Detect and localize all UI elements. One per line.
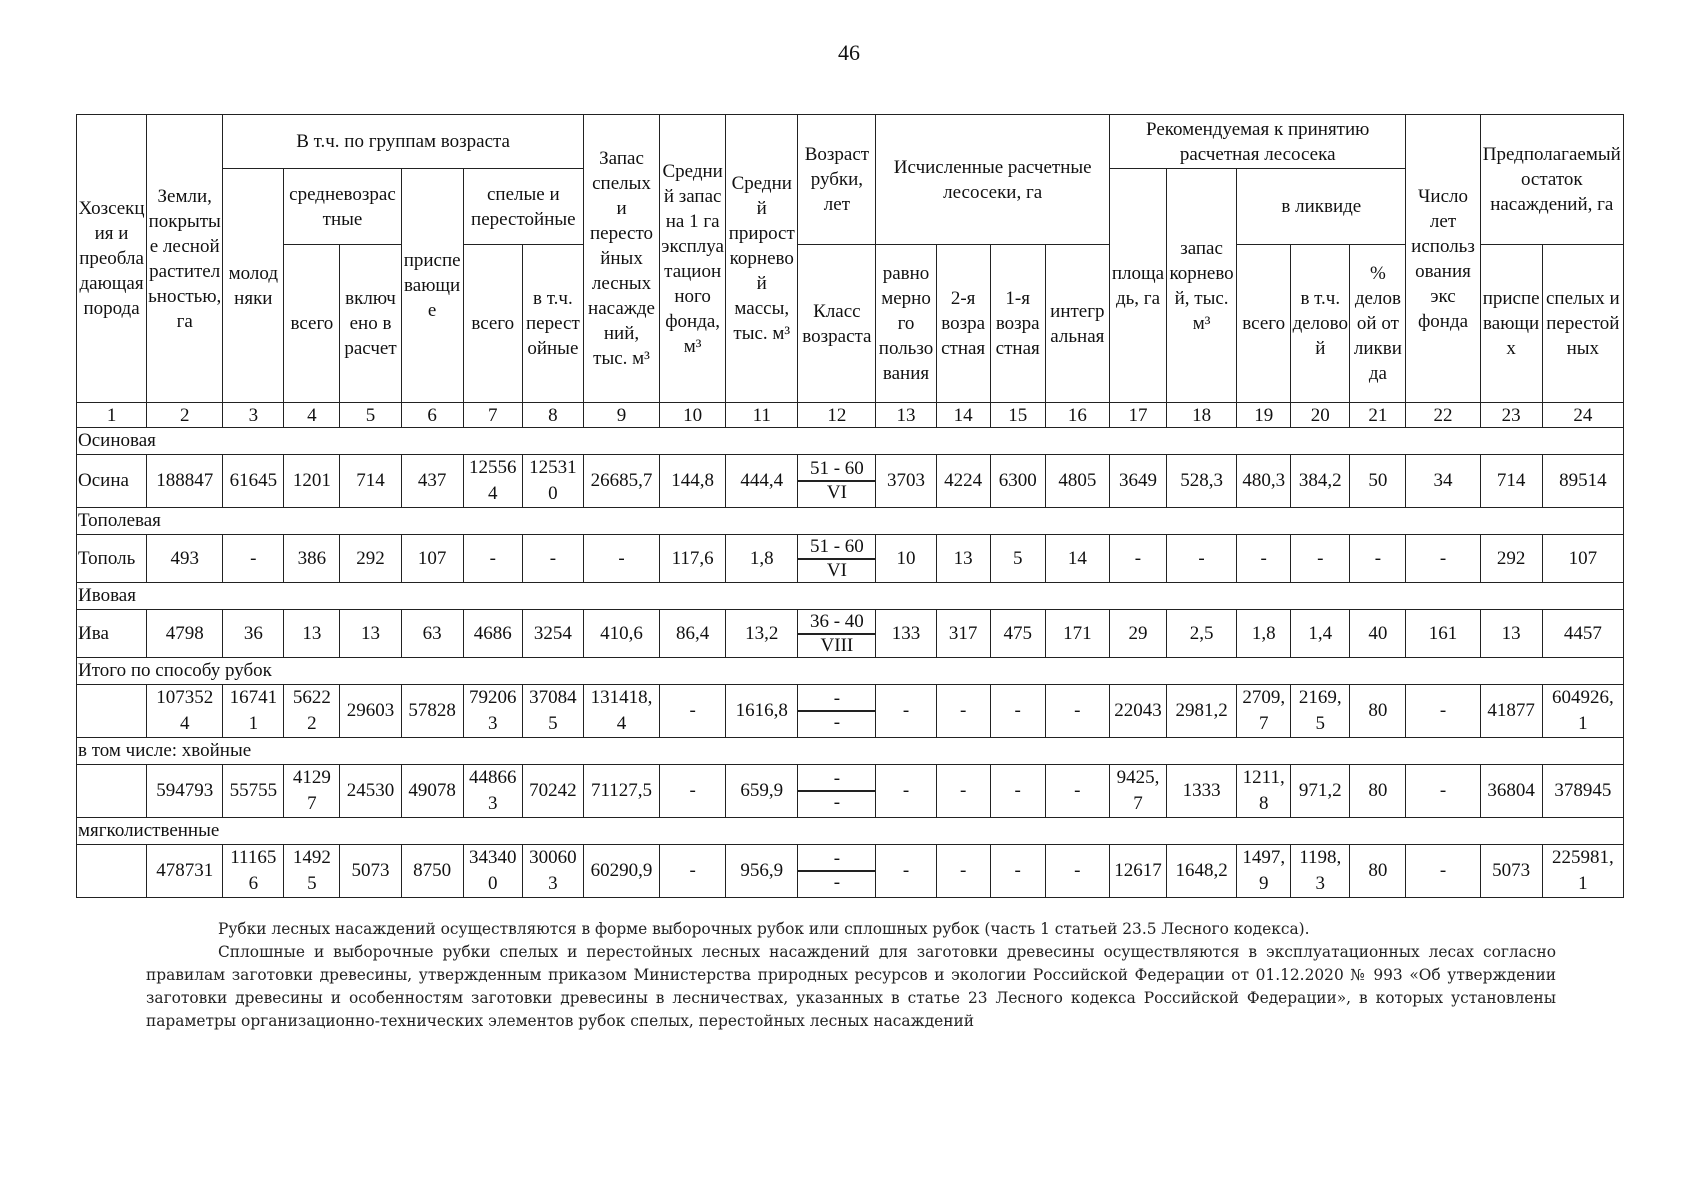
section-title-row bbox=[77, 738, 1624, 765]
cell-c22: 34 bbox=[1406, 455, 1480, 508]
column-number-cell: 18 bbox=[1167, 403, 1237, 428]
cell-c3: - bbox=[223, 535, 284, 583]
section-title-row bbox=[77, 583, 1624, 610]
age-class: VI bbox=[826, 559, 847, 581]
cell-c20: 1198, 3 bbox=[1291, 845, 1350, 898]
cell-c18: 2,5 bbox=[1167, 610, 1237, 658]
cell-c24: 4457 bbox=[1542, 610, 1623, 658]
cell-c8: 70242 bbox=[522, 765, 583, 818]
cell-c10: - bbox=[660, 765, 726, 818]
header-c9: Запас спелых и перестойных лесных насаждений, тыс. м³ bbox=[583, 115, 659, 403]
header-c1: Хозсекция и преобладающая порода bbox=[77, 115, 147, 403]
column-number-cell: 10 bbox=[660, 403, 726, 428]
header-c20: в т.ч. деловой bbox=[1291, 245, 1350, 403]
forest-cutting-table bbox=[76, 114, 1624, 898]
cell-c7: 44866 3 bbox=[463, 765, 522, 818]
cell-c24: 378945 bbox=[1542, 765, 1623, 818]
header-c21: % деловой от ликвида bbox=[1350, 245, 1406, 403]
section-title: Итого по способу рубок bbox=[77, 658, 1624, 685]
cell-c7: 34340 0 bbox=[463, 845, 522, 898]
species-cell: Осина bbox=[77, 455, 147, 508]
cell-c17: 9425, 7 bbox=[1109, 765, 1166, 818]
cell-c23: 13 bbox=[1480, 610, 1542, 658]
column-number-cell: 19 bbox=[1237, 403, 1291, 428]
cell-c12 bbox=[798, 845, 876, 898]
table-row bbox=[77, 455, 1624, 508]
cell-c16: - bbox=[1045, 845, 1109, 898]
header-c10: Средний запас на 1 га эксплуатационного фонда, м³ bbox=[660, 115, 726, 403]
cell-c12 bbox=[798, 685, 876, 738]
cell-c13: - bbox=[876, 765, 936, 818]
cell-c3: 11165 6 bbox=[223, 845, 284, 898]
section-title: в том числе: хвойные bbox=[77, 738, 1624, 765]
cell-c5: 13 bbox=[340, 610, 401, 658]
cell-c11: 1616,8 bbox=[726, 685, 798, 738]
column-number-cell: 21 bbox=[1350, 403, 1406, 428]
cell-c7: 79206 3 bbox=[463, 685, 522, 738]
cell-c10: - bbox=[660, 685, 726, 738]
column-number-cell: 22 bbox=[1406, 403, 1480, 428]
cell-c17: 22043 bbox=[1109, 685, 1166, 738]
column-number-cell: 16 bbox=[1045, 403, 1109, 428]
column-number-cell: 20 bbox=[1291, 403, 1350, 428]
cell-c4: 13 bbox=[284, 610, 340, 658]
header-c19: всего bbox=[1237, 245, 1291, 403]
cell-c10: 117,6 bbox=[660, 535, 726, 583]
cell-c8: 3254 bbox=[522, 610, 583, 658]
table-row bbox=[77, 535, 1624, 583]
section-title-row bbox=[77, 428, 1624, 455]
cell-c24: 604926, 1 bbox=[1542, 685, 1623, 738]
header-c15: 1-я возрастная bbox=[990, 245, 1045, 403]
header-recommended: Рекомендуемая к принятию расчетная лесосека bbox=[1109, 115, 1406, 169]
page-number: 46 bbox=[838, 40, 860, 65]
cell-c18: 528,3 bbox=[1167, 455, 1237, 508]
age-class: - bbox=[833, 712, 841, 733]
cell-c21: 80 bbox=[1350, 845, 1406, 898]
cell-c22: - bbox=[1406, 765, 1480, 818]
cell-c2: 4798 bbox=[147, 610, 223, 658]
header-calc-cuts: Исчисленные расчетные лесосеки, га bbox=[876, 115, 1109, 245]
cell-c14: 317 bbox=[936, 610, 990, 658]
table-row bbox=[77, 765, 1624, 818]
cell-c2: 493 bbox=[147, 535, 223, 583]
cutting-age-range: 51 - 60 bbox=[798, 458, 875, 482]
column-number-cell: 5 bbox=[340, 403, 401, 428]
cell-c8: - bbox=[522, 535, 583, 583]
cell-c5: 5073 bbox=[340, 845, 401, 898]
cell-c3: 61645 bbox=[223, 455, 284, 508]
cell-c9: 410,6 bbox=[583, 610, 659, 658]
cell-c7: 4686 bbox=[463, 610, 522, 658]
cell-c4: 5622 2 bbox=[284, 685, 340, 738]
header-c22: Число лет использования экс фонда bbox=[1406, 115, 1480, 403]
cell-c11: 13,2 bbox=[726, 610, 798, 658]
header-c6: приспевающие bbox=[401, 169, 463, 403]
cell-c11: 1,8 bbox=[726, 535, 798, 583]
footnote bbox=[146, 918, 1556, 1033]
cell-c4: 1492 5 bbox=[284, 845, 340, 898]
cell-c22: 161 bbox=[1406, 610, 1480, 658]
cell-c2: 188847 bbox=[147, 455, 223, 508]
table-row bbox=[77, 610, 1624, 658]
cell-c12 bbox=[798, 765, 876, 818]
cell-c20: 1,4 bbox=[1291, 610, 1350, 658]
cell-c9: 26685,7 bbox=[583, 455, 659, 508]
column-number-cell: 6 bbox=[401, 403, 463, 428]
table-row bbox=[77, 845, 1624, 898]
cell-c14: 13 bbox=[936, 535, 990, 583]
cell-c13: - bbox=[876, 845, 936, 898]
cell-c8: 37084 5 bbox=[522, 685, 583, 738]
cell-c23: 292 bbox=[1480, 535, 1542, 583]
header-age-groups: В т.ч. по группам возраста bbox=[223, 115, 584, 169]
cell-c21: - bbox=[1350, 535, 1406, 583]
cell-c11: 659,9 bbox=[726, 765, 798, 818]
species-cell bbox=[77, 685, 147, 738]
cell-c16: - bbox=[1045, 685, 1109, 738]
header-liquid: в ликвиде bbox=[1237, 169, 1406, 245]
section-title: Тополевая bbox=[77, 508, 1624, 535]
cell-c15: - bbox=[990, 765, 1045, 818]
header-c14: 2-я возрастная bbox=[936, 245, 990, 403]
cell-c15: 475 bbox=[990, 610, 1045, 658]
cell-c6: 107 bbox=[401, 535, 463, 583]
header-c13: равномерного пользования bbox=[876, 245, 936, 403]
cutting-age-range: 51 - 60 bbox=[798, 536, 875, 560]
age-class: VI bbox=[826, 482, 847, 503]
cell-c14: - bbox=[936, 765, 990, 818]
cell-c10: 144,8 bbox=[660, 455, 726, 508]
table-row bbox=[77, 685, 1624, 738]
cell-c22: - bbox=[1406, 845, 1480, 898]
age-class: - bbox=[833, 792, 841, 813]
column-number-cell: 4 bbox=[284, 403, 340, 428]
cell-c13: 133 bbox=[876, 610, 936, 658]
cell-c18: 1648,2 bbox=[1167, 845, 1237, 898]
header-c4: всего bbox=[284, 245, 340, 403]
cell-c4: 1201 bbox=[284, 455, 340, 508]
cell-c16: 14 bbox=[1045, 535, 1109, 583]
cell-c18: - bbox=[1167, 535, 1237, 583]
header-c11: Средний прирост корневой массы, тыс. м³ bbox=[726, 115, 798, 403]
cell-c2: 594793 bbox=[147, 765, 223, 818]
column-number-cell: 24 bbox=[1542, 403, 1623, 428]
header-c7: всего bbox=[463, 245, 522, 403]
cell-c19: 1497, 9 bbox=[1237, 845, 1291, 898]
column-number-cell: 2 bbox=[147, 403, 223, 428]
cell-c17: 29 bbox=[1109, 610, 1166, 658]
cell-c21: 80 bbox=[1350, 765, 1406, 818]
age-class: VIII bbox=[820, 634, 854, 656]
column-number-cell: 7 bbox=[463, 403, 522, 428]
column-number-cell: 3 bbox=[223, 403, 284, 428]
header-c23: приспевающих bbox=[1480, 245, 1542, 403]
column-number-cell: 12 bbox=[798, 403, 876, 428]
cell-c17: 12617 bbox=[1109, 845, 1166, 898]
cutting-age-range: 36 - 40 bbox=[798, 611, 875, 635]
cell-c18: 2981,2 bbox=[1167, 685, 1237, 738]
column-number-cell: 8 bbox=[522, 403, 583, 428]
cell-c5: 714 bbox=[340, 455, 401, 508]
header-mature: спелые и перестойные bbox=[463, 169, 583, 245]
cell-c4: 4129 7 bbox=[284, 765, 340, 818]
cell-c13: - bbox=[876, 685, 936, 738]
cell-c22: - bbox=[1406, 535, 1480, 583]
header-remainder: Предполагаемый остаток насаждений, га bbox=[1480, 115, 1623, 245]
header-c5: включено в расчет bbox=[340, 245, 401, 403]
cell-c6: 437 bbox=[401, 455, 463, 508]
column-number-cell: 13 bbox=[876, 403, 936, 428]
cell-c6: 8750 bbox=[401, 845, 463, 898]
header-c2: Земли, покрытые лесной растительностью, га bbox=[147, 115, 223, 403]
header-c3: молодняки bbox=[223, 169, 284, 403]
cell-c23: 41877 bbox=[1480, 685, 1542, 738]
footnote-paragraph-2: Сплошные и выборочные рубки спелых и перестойных лесных насаждений для заготовки древесины осуществляются в эксплуатационных лесах согласно правилам заготовки древесины, утвержденным приказом Министерства природных ресурсов и экологии Российской Федерации от 01.12.2020 № 993 «Об утверждении заготовки древесины и особенностям заготовки древесины в лесничествах, указанных в статье 23 Лесного кодекса Российской Федерации», в которых установлены параметры организационно-технических элементов рубок спелых, перестойных лесных насаждений bbox=[146, 943, 1556, 1030]
cell-c15: 5 bbox=[990, 535, 1045, 583]
cell-c9: - bbox=[583, 535, 659, 583]
cell-c6: 49078 bbox=[401, 765, 463, 818]
cell-c20: 384,2 bbox=[1291, 455, 1350, 508]
cell-c5: 24530 bbox=[340, 765, 401, 818]
cell-c20: - bbox=[1291, 535, 1350, 583]
cell-c9: 131418, 4 bbox=[583, 685, 659, 738]
cell-c22: - bbox=[1406, 685, 1480, 738]
header-middle-aged: средневозрастные bbox=[284, 169, 401, 245]
footnote-paragraph-1: Рубки лесных насаждений осуществляются в форме выборочных рубок или сплошных рубок (часть 1 статьей 23.5 Лесного кодекса). bbox=[218, 920, 1310, 938]
section-title: мягколиственные bbox=[77, 818, 1624, 845]
cell-c20: 2169, 5 bbox=[1291, 685, 1350, 738]
cell-c20: 971,2 bbox=[1291, 765, 1350, 818]
cell-c2: 107352 4 bbox=[147, 685, 223, 738]
cell-c21: 40 bbox=[1350, 610, 1406, 658]
cell-c15: - bbox=[990, 845, 1045, 898]
cell-c11: 956,9 bbox=[726, 845, 798, 898]
cell-c15: 6300 bbox=[990, 455, 1045, 508]
cell-c12 bbox=[798, 535, 876, 583]
cell-c16: 171 bbox=[1045, 610, 1109, 658]
section-title-row bbox=[77, 508, 1624, 535]
cell-c10: 86,4 bbox=[660, 610, 726, 658]
header-c8: в т.ч. перестойные bbox=[522, 245, 583, 403]
cell-c8: 12531 0 bbox=[522, 455, 583, 508]
cell-c14: 4224 bbox=[936, 455, 990, 508]
cell-c24: 107 bbox=[1542, 535, 1623, 583]
section-title-row bbox=[77, 818, 1624, 845]
species-cell: Тополь bbox=[77, 535, 147, 583]
cell-c6: 63 bbox=[401, 610, 463, 658]
cell-c16: 4805 bbox=[1045, 455, 1109, 508]
cell-c2: 478731 bbox=[147, 845, 223, 898]
cell-c23: 714 bbox=[1480, 455, 1542, 508]
cell-c7: - bbox=[463, 535, 522, 583]
column-number-cell: 14 bbox=[936, 403, 990, 428]
cell-c12 bbox=[798, 610, 876, 658]
species-cell: Ива bbox=[77, 610, 147, 658]
header-c18: запас корневой, тыс. м³ bbox=[1167, 169, 1237, 403]
cell-c3: 55755 bbox=[223, 765, 284, 818]
cell-c19: - bbox=[1237, 535, 1291, 583]
cell-c4: 386 bbox=[284, 535, 340, 583]
column-number-cell: 17 bbox=[1109, 403, 1166, 428]
section-title-row bbox=[77, 658, 1624, 685]
header-c17: площадь, га bbox=[1109, 169, 1166, 403]
cell-c19: 1,8 bbox=[1237, 610, 1291, 658]
cell-c24: 89514 bbox=[1542, 455, 1623, 508]
species-cell bbox=[77, 765, 147, 818]
cell-c19: 480,3 bbox=[1237, 455, 1291, 508]
cell-c15: - bbox=[990, 685, 1045, 738]
cutting-age-range: - bbox=[798, 848, 875, 872]
cell-c5: 29603 bbox=[340, 685, 401, 738]
header-c12: Класс возраста bbox=[798, 245, 876, 403]
column-number-cell: 1 bbox=[77, 403, 147, 428]
cell-c3: 36 bbox=[223, 610, 284, 658]
cell-c21: 80 bbox=[1350, 685, 1406, 738]
section-title: Ивовая bbox=[77, 583, 1624, 610]
cell-c17: 3649 bbox=[1109, 455, 1166, 508]
cell-c12 bbox=[798, 455, 876, 508]
cell-c9: 60290,9 bbox=[583, 845, 659, 898]
cell-c13: 10 bbox=[876, 535, 936, 583]
column-number-cell: 15 bbox=[990, 403, 1045, 428]
cell-c8: 30060 3 bbox=[522, 845, 583, 898]
cell-c21: 50 bbox=[1350, 455, 1406, 508]
cutting-age-range: - bbox=[798, 768, 875, 792]
cell-c23: 5073 bbox=[1480, 845, 1542, 898]
cell-c14: - bbox=[936, 685, 990, 738]
cell-c18: 1333 bbox=[1167, 765, 1237, 818]
cell-c17: - bbox=[1109, 535, 1166, 583]
cell-c14: - bbox=[936, 845, 990, 898]
cell-c7: 12556 4 bbox=[463, 455, 522, 508]
cell-c19: 1211, 8 bbox=[1237, 765, 1291, 818]
cell-c11: 444,4 bbox=[726, 455, 798, 508]
column-number-row bbox=[77, 403, 1624, 428]
cell-c6: 57828 bbox=[401, 685, 463, 738]
cell-c16: - bbox=[1045, 765, 1109, 818]
cell-c5: 292 bbox=[340, 535, 401, 583]
cell-c23: 36804 bbox=[1480, 765, 1542, 818]
cell-c19: 2709, 7 bbox=[1237, 685, 1291, 738]
age-class: - bbox=[833, 872, 841, 893]
header-c16: интегральная bbox=[1045, 245, 1109, 403]
cell-c13: 3703 bbox=[876, 455, 936, 508]
column-number-cell: 9 bbox=[583, 403, 659, 428]
section-title: Осиновая bbox=[77, 428, 1624, 455]
cell-c9: 71127,5 bbox=[583, 765, 659, 818]
header-c12-top: Возраст рубки, лет bbox=[798, 115, 876, 245]
cell-c3: 16741 1 bbox=[223, 685, 284, 738]
cell-c24: 225981, 1 bbox=[1542, 845, 1623, 898]
column-number-cell: 23 bbox=[1480, 403, 1542, 428]
species-cell bbox=[77, 845, 147, 898]
column-number-cell: 11 bbox=[726, 403, 798, 428]
cell-c10: - bbox=[660, 845, 726, 898]
header-c24: спелых и перестойных bbox=[1542, 245, 1623, 403]
cutting-age-range: - bbox=[798, 688, 875, 712]
